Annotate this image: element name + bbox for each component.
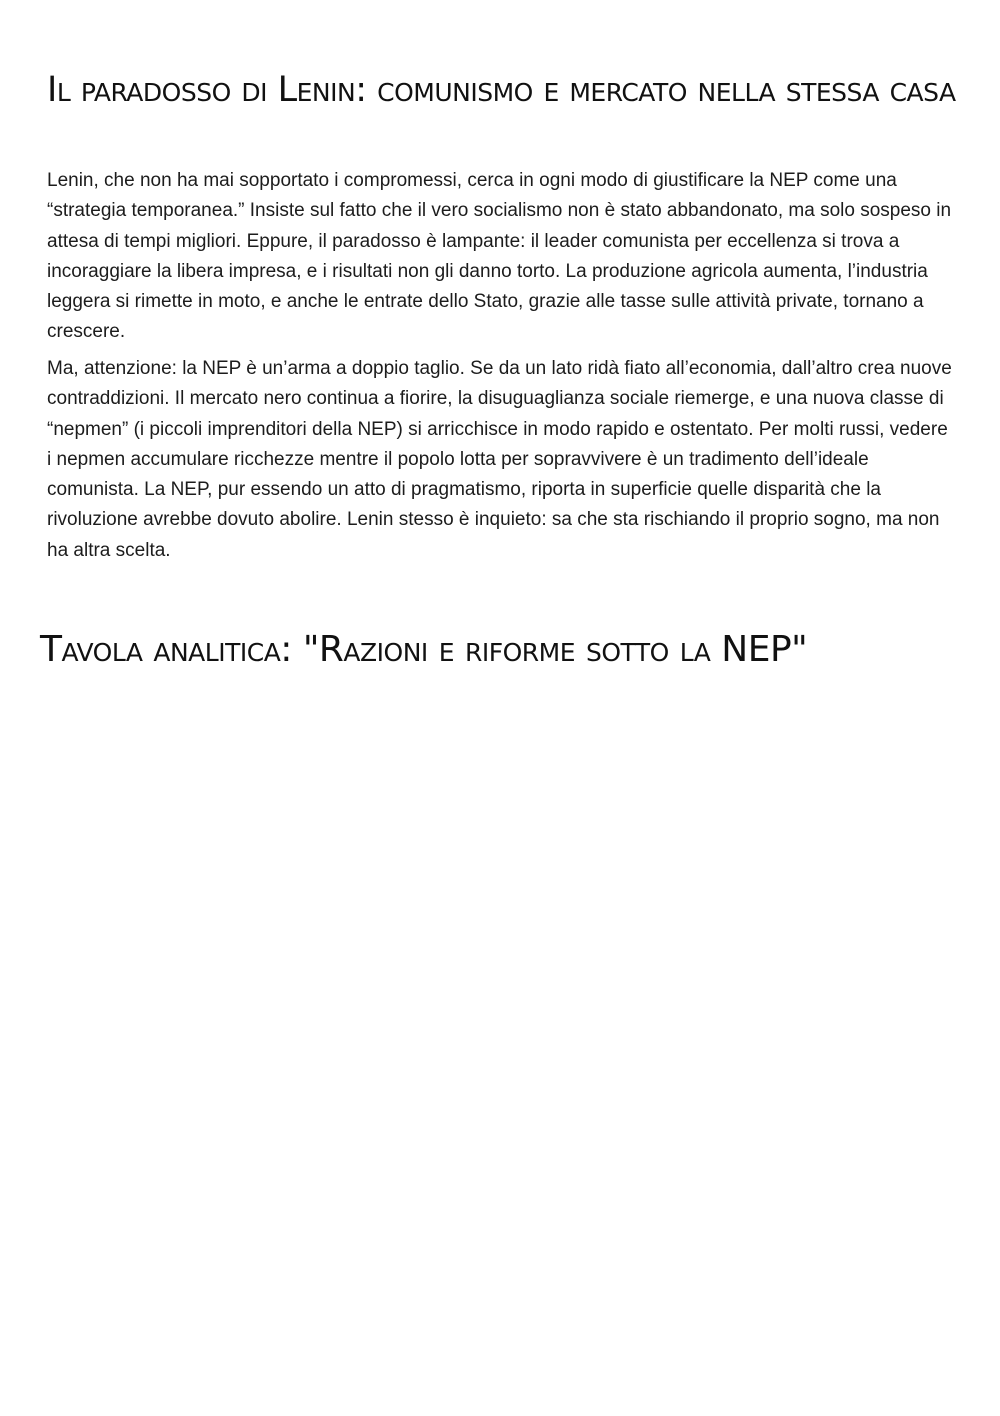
section-title: Il paradosso di Lenin: comunismo e mercato nella stessa casa — [47, 70, 956, 110]
paragraph: Lenin, che non ha mai sopportato i compromessi, cerca in ogni modo di giustificare la NEP come una “strategia temporanea.” Insiste sul fatto che il vero socialismo non è stato abbandonato, ma solo sospeso in attesa di tempi migliori. Eppure, il paradosso è lampante: il leader comunista per eccellenza si trova a incoraggiare la libera impresa, e i risultati non gli danno torto. La produzione agricola aumenta, l’industria leggera si rimette in moto, e anche le entrate dello Stato, grazie alle tasse sulle attività private, tornano a crescere. — [47, 170, 952, 343]
table-section-title: Tavola analitica: "Razioni e riforme sotto la NEP" — [40, 629, 808, 670]
paragraph: Ma, attenzione: la NEP è un’arma a doppio taglio. Se da un lato ridà fiato all’economia, dall’altro crea nuove contraddizioni. Il mercato nero continua a fiorire, la disuguaglianza sociale riemerge, e una nuova classe di “nepmen” (i piccoli imprenditori della NEP) si arricchisce in modo rapido e ostentato. Per molti russi, vedere i nepmen accumulare ricchezze mentre il popolo lotta per sopravvivere è un tradimento dell’ideale comunista. La NEP, pur essendo un atto di pragmatismo, riporta in superficie quelle disparità che la rivoluzione avrebbe dovuto abolire. Lenin stesso è inquieto: sa che sta rischiando il proprio sogno, ma non ha altra scelta. — [47, 358, 952, 561]
